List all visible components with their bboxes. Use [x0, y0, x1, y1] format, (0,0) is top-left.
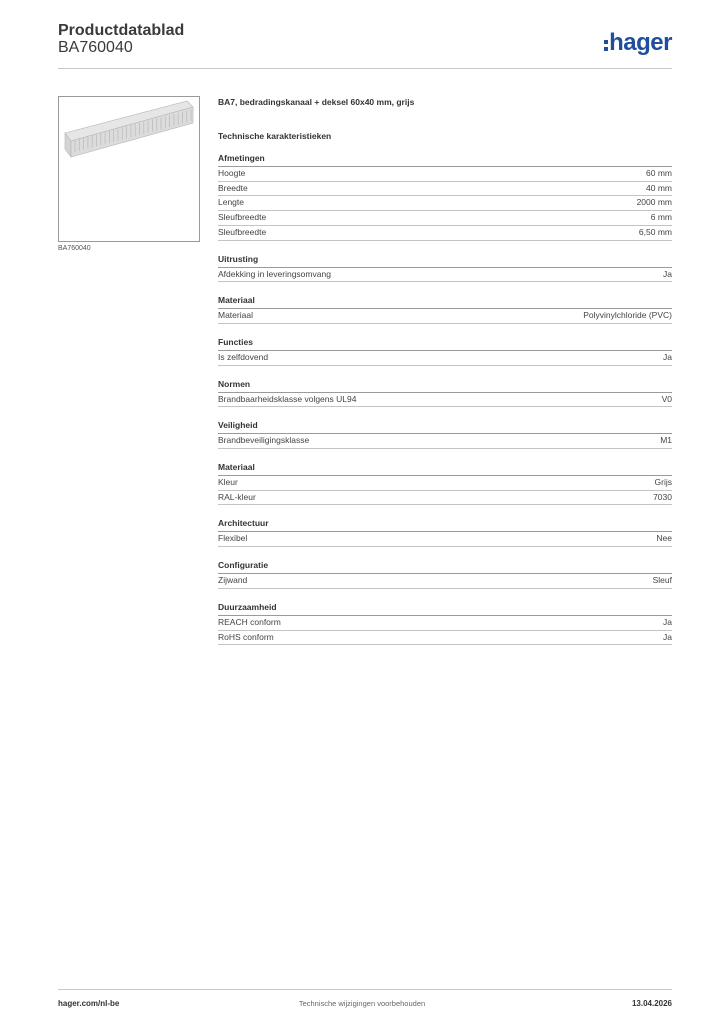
spec-value: M1	[660, 435, 672, 446]
spec-row	[218, 268, 672, 283]
spec-label: Lengte	[218, 197, 244, 208]
image-caption: BA760040	[58, 245, 91, 252]
spec-sections	[218, 152, 672, 645]
spec-row	[218, 226, 672, 241]
spec-section	[218, 461, 672, 505]
spec-section	[218, 152, 672, 241]
spec-label: REACH conform	[218, 616, 281, 627]
spec-section	[218, 253, 672, 283]
spec-label: RAL-kleur	[218, 491, 256, 502]
spec-row	[218, 393, 672, 408]
section-title: Materiaal	[218, 461, 672, 476]
tech-heading: Technische karakteristieken	[218, 131, 332, 141]
footer-notice: Technische wijzigingen voorbehouden	[298, 999, 426, 1008]
spec-row	[218, 574, 672, 589]
spec-value: Sleuf	[652, 575, 672, 586]
spec-value: V0	[661, 393, 672, 404]
spec-row	[218, 616, 672, 631]
hager-logo	[604, 30, 672, 56]
section-title: Architectuur	[218, 517, 672, 532]
product-code: BA760040	[58, 39, 133, 56]
main-content	[218, 96, 672, 645]
spec-label: Brandbaarheidsklasse volgens UL94	[218, 393, 357, 404]
page-title: Productdatablad	[58, 22, 185, 39]
spec-section	[218, 559, 672, 589]
spec-row	[218, 182, 672, 197]
spec-value: 60 mm	[646, 168, 672, 178]
spec-value: Ja	[663, 616, 672, 627]
spec-section	[218, 601, 672, 645]
footer-date: 13.04.2026	[631, 999, 672, 1008]
section-title: Veiligheid	[218, 419, 672, 434]
spec-value: Ja	[663, 268, 672, 279]
footer-divider	[58, 989, 672, 990]
spec-row	[218, 351, 672, 366]
spec-label: Sleufbreedte	[218, 226, 267, 237]
spec-row	[218, 476, 672, 491]
cable-duct-product-image	[59, 97, 199, 241]
spec-section	[218, 419, 672, 449]
spec-label: Is zelfdovend	[218, 351, 269, 362]
spec-label: Afdekking in leveringsomvang	[218, 268, 331, 279]
spec-value: Grijs	[654, 477, 672, 488]
spec-label: Zijwand	[218, 575, 248, 586]
product-image	[58, 96, 200, 242]
product-description: BA7, bedradingskanaal + deksel 60x40 mm, grijs	[218, 97, 415, 107]
footer-website[interactable]: hager.com/nl-be	[58, 999, 120, 1008]
spec-label: Kleur	[218, 477, 238, 488]
spec-value: 6,50 mm	[638, 226, 672, 237]
spec-value: Ja	[663, 631, 672, 642]
section-title: Afmetingen	[218, 152, 672, 167]
spec-row	[218, 211, 672, 226]
spec-label: Materiaal	[218, 310, 253, 321]
section-title: Functies	[218, 336, 672, 351]
spec-label: Flexibel	[218, 533, 248, 544]
logo-text: hager	[609, 29, 672, 56]
spec-label: Hoogte	[218, 168, 246, 178]
spec-row	[218, 309, 672, 324]
spec-label: RoHS conform	[218, 631, 274, 642]
spec-row	[218, 491, 672, 506]
spec-section	[218, 517, 672, 547]
spec-row	[218, 167, 672, 182]
spec-label: Breedte	[218, 182, 248, 193]
section-title: Duurzaamheid	[218, 601, 672, 616]
spec-section	[218, 294, 672, 324]
spec-value: 2000 mm	[636, 197, 672, 208]
spec-value: Nee	[656, 533, 672, 544]
spec-row	[218, 196, 672, 211]
section-title: Normen	[218, 378, 672, 393]
spec-row	[218, 631, 672, 646]
spec-label: Sleufbreedte	[218, 212, 267, 223]
spec-section	[218, 378, 672, 408]
section-title: Configuratie	[218, 559, 672, 574]
section-title: Materiaal	[218, 294, 672, 309]
spec-label: Brandbeveiligingsklasse	[218, 435, 310, 446]
spec-value: 7030	[653, 491, 672, 502]
logo-dots-icon	[604, 40, 608, 51]
spec-value: 40 mm	[646, 182, 672, 193]
spec-value: Polyvinylchloride (PVC)	[583, 310, 672, 321]
spec-row	[218, 532, 672, 547]
section-title: Uitrusting	[218, 253, 672, 268]
spec-section	[218, 336, 672, 366]
spec-value: 6 mm	[650, 212, 672, 223]
spec-row	[218, 434, 672, 449]
header-divider	[58, 68, 672, 69]
spec-value: Ja	[663, 351, 672, 362]
